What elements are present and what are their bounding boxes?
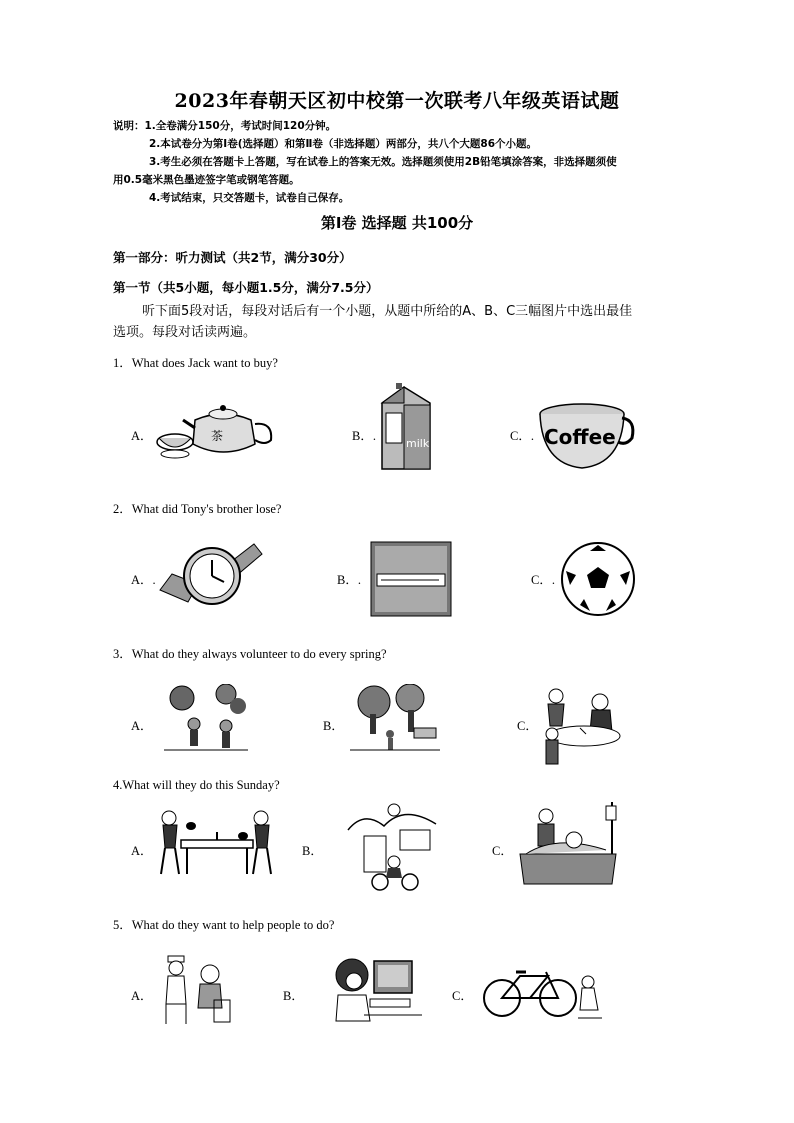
q2-option-c-label: C．. (531, 573, 555, 587)
q2-option-b-label: B．. (337, 573, 361, 587)
teapot-icon (155, 400, 275, 462)
soccer-ball-icon (560, 541, 636, 617)
question-5: 5．What do they want to help people to do? (113, 918, 335, 932)
q4-option-b-label: B． (302, 844, 323, 858)
q3-option-b-label: B． (323, 719, 344, 733)
note-line-2: 2.本试卷分为第Ⅰ卷(选择题）和第Ⅱ卷（非选择题）两部分，共八个大题86个小题。 (149, 138, 538, 150)
nurse-helping-child-icon (160, 954, 234, 1026)
milk-label: milk (406, 437, 430, 450)
note-line-3: 3.考生必须在答题卡上答题，写在试卷上的答案无效。选择题须使用2B铅笔填涂答案，非选择题须使 (149, 156, 617, 168)
coffee-cup-icon (536, 400, 636, 472)
note-line-4: 用0.5毫米黑色墨迹签字笔或钢笔答题。 (113, 174, 300, 186)
hospital-visit-icon (516, 800, 620, 892)
cleaning-park-icon (350, 684, 440, 756)
note-line-1: 说明：1.全卷满分150分，考试时间120分钟。 (113, 120, 337, 132)
q3-option-a-label: A． (131, 719, 153, 733)
svg-text:茶: 茶 (211, 429, 224, 443)
q1-option-b-label: B．. (352, 429, 376, 443)
question-4: 4.What will they do this Sunday? (113, 778, 280, 792)
milk-carton-icon (374, 383, 436, 475)
instruction-line-1: 听下面5段对话，每段对话后有一个小题，从题中所给的A、B、C三幅图片中选出最佳 (142, 304, 633, 319)
instruction-line-2: 选项。每段对话读两遍。 (113, 325, 257, 340)
q5-option-a-label: A． (131, 989, 153, 1003)
coffee-label: Coffee (544, 425, 616, 449)
section-title: 第Ⅰ卷 选择题 共100分 (320, 214, 474, 232)
q1-option-c-label: C．. (510, 429, 534, 443)
question-3: 3．What do they always volunteer to do every spring? (113, 647, 387, 661)
page-title: 2023年春朝天区初中校第一次联考八年级英语试题 (174, 90, 620, 112)
q4-option-c-label: C． (492, 844, 513, 858)
part-one-subheading: 第一节（共5小题，每小题1.5分，满分7.5分） (113, 280, 379, 295)
planting-trees-icon (164, 684, 248, 754)
amusement-park-icon (344, 800, 440, 892)
q1-option-a-label: A． (131, 429, 153, 443)
computer-icon (334, 955, 424, 1023)
table-tennis-icon (153, 808, 281, 880)
book-icon (369, 540, 453, 618)
q5-option-b-label: B． (283, 989, 304, 1003)
note-line-5: 4.考试结束，只交答题卡，试卷自己保存。 (149, 192, 350, 204)
bicycle-icon (482, 964, 610, 1026)
q4-option-a-label: A． (131, 844, 153, 858)
q3-option-c-label: C． (517, 719, 538, 733)
wristwatch-icon (158, 540, 264, 612)
part-one-heading: 第一部分：听力测试（共2节，满分30分） (113, 250, 352, 265)
question-1: 1．What does Jack want to buy? (113, 356, 278, 370)
question-2: 2．What did Tony's brother lose? (113, 502, 282, 516)
serving-food-icon (540, 682, 624, 768)
q2-option-a-label: A．. (131, 573, 156, 587)
q5-option-c-label: C． (452, 989, 473, 1003)
